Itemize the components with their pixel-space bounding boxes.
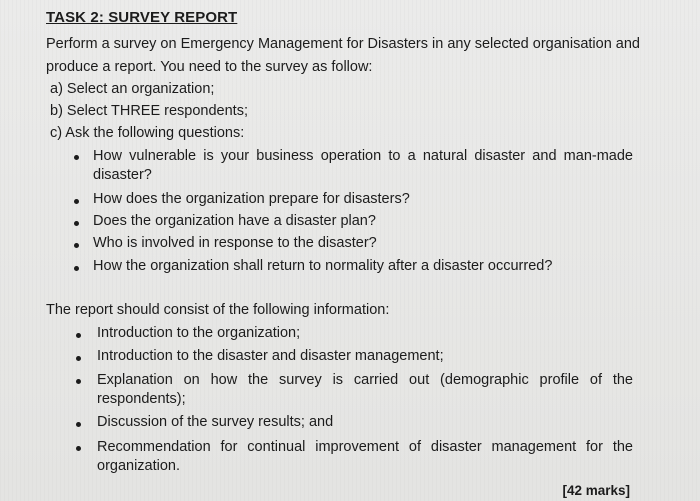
- bullet-icon: [76, 333, 81, 338]
- question-5: How the organization shall return to normality after a disaster occurred?: [93, 258, 553, 274]
- report-item-2: Introduction to the disaster and disaster management;: [97, 348, 444, 364]
- step-b: b) Select THREE respondents;: [50, 103, 248, 119]
- report-item-4: Discussion of the survey results; and: [97, 414, 334, 430]
- report-item-5: Recommendation for continual improvement of disaster management for the organization.: [97, 439, 633, 474]
- report-item-1: Introduction to the organization;: [97, 325, 301, 341]
- bullet-icon: [74, 221, 79, 226]
- bullet-icon: [76, 446, 81, 451]
- question-1: How vulnerable is your business operation to a natural disaster and man-made disaster?: [93, 148, 633, 183]
- task-title: TASK 2: SURVEY REPORT: [46, 9, 238, 26]
- report-item-3: Explanation on how the survey is carried out (demographic profile of the respondents);: [97, 372, 633, 407]
- bullet-icon: [74, 199, 79, 204]
- intro-line-1: Perform a survey on Emergency Management for Disasters in any selected organisation and: [46, 36, 640, 52]
- bullet-icon: [74, 243, 79, 248]
- marks-label: [42 marks]: [562, 483, 630, 498]
- bullet-icon: [76, 356, 81, 361]
- intro-line-2: produce a report. You need to the survey as follow:: [46, 59, 373, 75]
- bullet-icon: [74, 155, 79, 160]
- question-3: Does the organization have a disaster plan?: [93, 213, 376, 229]
- bullet-icon: [76, 422, 81, 427]
- bullet-icon: [74, 266, 79, 271]
- step-a: a) Select an organization;: [50, 81, 215, 97]
- bullet-icon: [76, 379, 81, 384]
- step-c: c) Ask the following questions:: [50, 125, 245, 141]
- question-4: Who is involved in response to the disaster?: [93, 235, 377, 251]
- report-heading: The report should consist of the following information:: [46, 302, 390, 318]
- question-2: How does the organization prepare for disasters?: [93, 191, 410, 207]
